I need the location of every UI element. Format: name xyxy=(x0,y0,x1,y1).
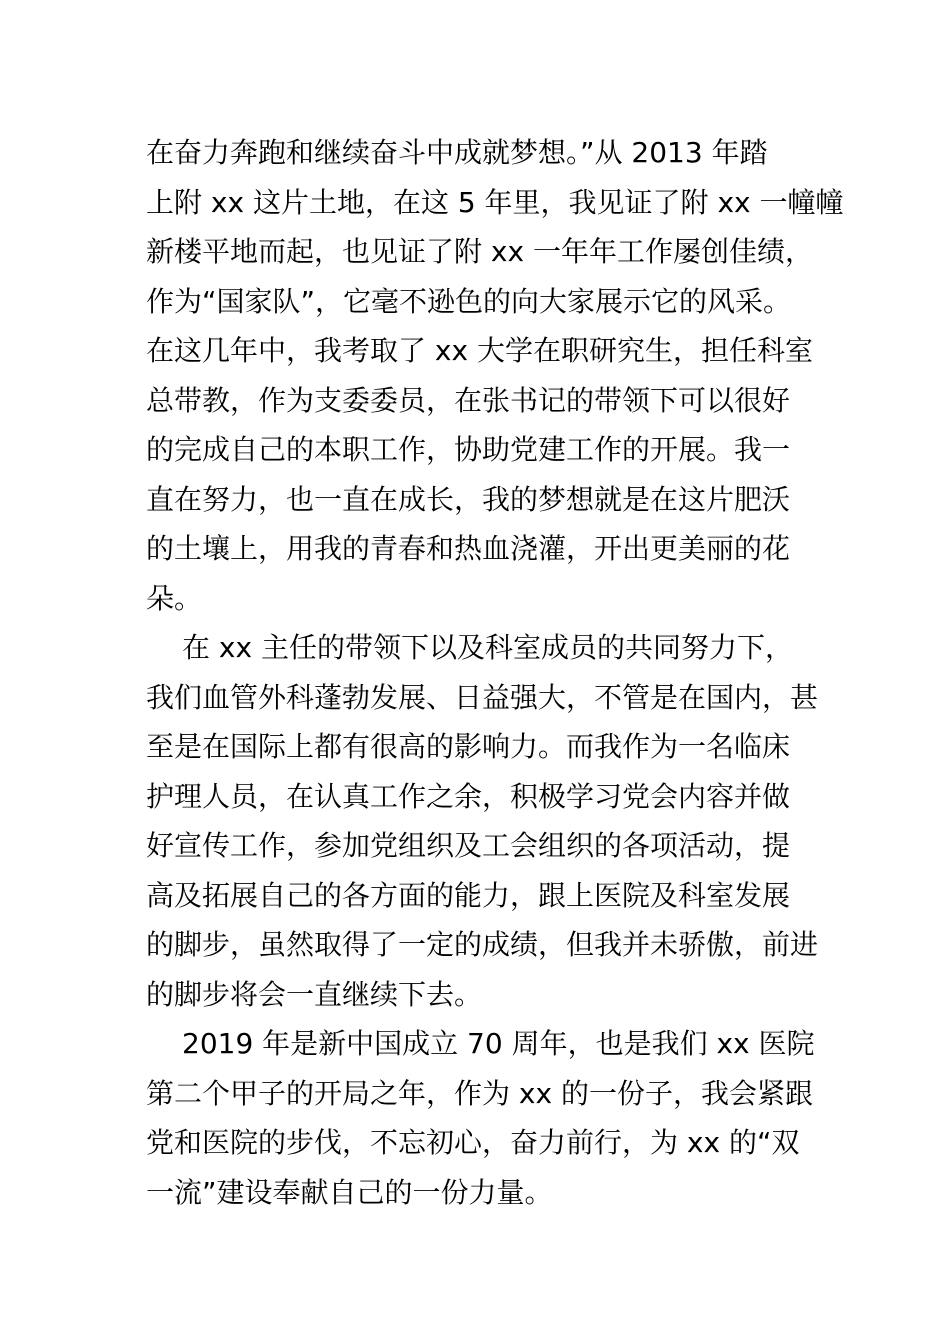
paragraph-line: 上附 xx 这片土地，在这 5 年里，我见证了附 xx 一幢幢 xyxy=(146,185,844,219)
paragraph-line: 新楼平地而起，也见证了附 xx 一年年工作屡创佳绩， xyxy=(146,235,813,268)
paragraph-line: 在这几年中，我考取了 xx 大学在职研究生，担任科室 xyxy=(146,334,813,367)
paragraph-line: 的脚步将会一直继续下去。 xyxy=(146,977,483,1011)
paragraph-line: 我们血管外科蓬勃发展、日益强大，不管是在国内，甚 xyxy=(146,680,819,714)
paragraph-line: 直在努力，也一直在成长，我的梦想就是在这片肥沃 xyxy=(146,482,791,516)
paragraph-line: 高及拓展自己的各方面的能力，跟上医院及科室发展 xyxy=(146,878,791,912)
paragraph-2 xyxy=(146,623,826,1019)
paragraph-line: 的完成自己的本职工作，协助党建工作的开展。我一 xyxy=(146,433,791,466)
paragraph-line: 的脚步，虽然取得了一定的成绩，但我并未骄傲，前进 xyxy=(146,928,819,961)
paragraph-line: 总带教，作为支委委员，在张书记的带领下可以很好 xyxy=(146,383,791,417)
paragraph-1 xyxy=(146,128,844,623)
paragraph-3 xyxy=(146,1019,826,1217)
paragraph-line: 在 xx 主任的带领下以及科室成员的共同努力下， xyxy=(182,631,793,664)
paragraph-line: 护理人员，在认真工作之余，积极学习党会内容并做 xyxy=(146,779,791,813)
paragraph-line: 作为“国家队”，它毫不逊色的向大家展示它的风采。 xyxy=(146,284,792,318)
document-body xyxy=(146,128,844,1217)
paragraph-line: 好宣传工作，参加党组织及工会组织的各项活动，提 xyxy=(146,829,791,862)
paragraph-line: 的土壤上，用我的青春和热血浇灌，开出更美丽的花 xyxy=(146,532,791,565)
paragraph-line: 朵。 xyxy=(146,581,203,615)
paragraph-line: 第二个甲子的开局之年，作为 xx 的一份子，我会紧跟 xyxy=(146,1076,813,1110)
paragraph-line: 2019 年是新中国成立 70 周年，也是我们 xx 医院 xyxy=(182,1027,815,1060)
paragraph-line: 在奋力奔跑和继续奋斗中成就梦想。”从 2013 年踏 xyxy=(146,136,768,169)
paragraph-line: 党和医院的步伐，不忘初心，奋力前行，为 xx 的“双 xyxy=(146,1126,800,1159)
paragraph-line: 至是在国际上都有很高的影响力。而我作为一名临床 xyxy=(146,730,791,763)
paragraph-line: 一流”建设奉献自己的一份力量。 xyxy=(146,1175,553,1209)
